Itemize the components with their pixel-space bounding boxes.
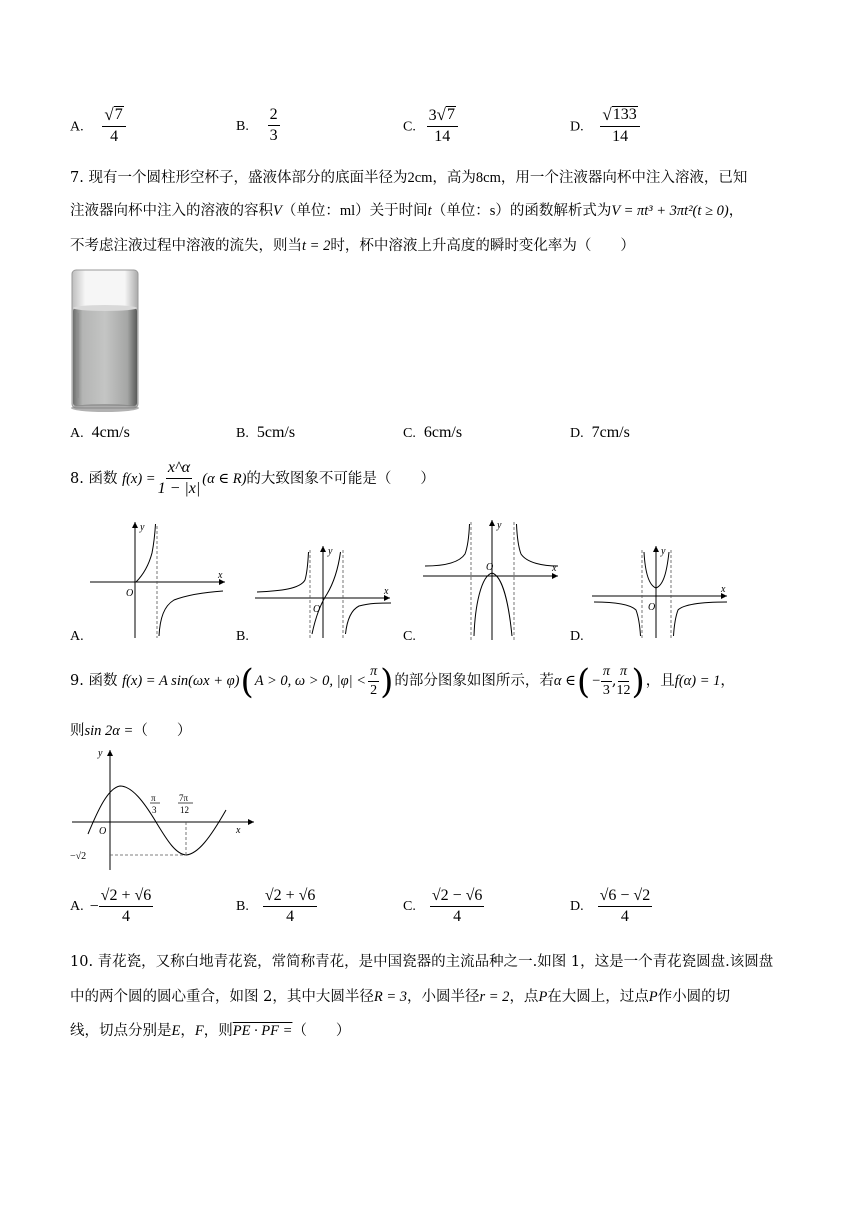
q9-option-d[interactable]: D. $\frac{√6 - √2}{4}$ bbox=[570, 887, 651, 926]
q7-option-c[interactable]: C. 6cm/s bbox=[403, 424, 463, 441]
svg-text:O: O bbox=[648, 602, 656, 613]
svg-text:π: π bbox=[151, 793, 156, 803]
fraction: $\frac{\pi}{12}$ bbox=[616, 664, 631, 699]
svg-text:x: x bbox=[236, 825, 241, 836]
svg-text:y: y bbox=[98, 748, 103, 759]
formula: V = πt³ + 3πt²(t ≥ 0) bbox=[611, 203, 729, 219]
svg-text:O: O bbox=[486, 562, 494, 573]
glass-image bbox=[68, 268, 142, 414]
q8-graph-d[interactable] bbox=[592, 540, 732, 640]
q10-line-3: 线，切点分别是E，F，则PE · PF =（ ） bbox=[70, 1023, 351, 1039]
q8-graph-b[interactable] bbox=[255, 540, 395, 640]
q6-option-b[interactable] bbox=[236, 106, 280, 146]
svg-text:O: O bbox=[99, 826, 107, 837]
fraction: $\frac{√2 + √6}{4}$ bbox=[100, 887, 152, 926]
q7-line-3: 不考虑注液过程中溶液的流失，则当t = 2时，杯中溶液上升高度的瞬时变化率为（ ） bbox=[70, 238, 635, 254]
sqrt: √ 7 bbox=[104, 105, 123, 124]
fraction: √ 133 14 bbox=[600, 106, 639, 147]
q8-option-c-label: C. bbox=[403, 629, 416, 644]
svg-text:y: y bbox=[661, 546, 666, 557]
svg-text:y: y bbox=[140, 522, 145, 533]
q8-graph-c[interactable] bbox=[423, 516, 563, 642]
q6-option-a[interactable] bbox=[70, 106, 126, 147]
svg-text:x: x bbox=[552, 563, 557, 574]
question-number: 7. bbox=[70, 170, 84, 186]
q8-option-a-label: A. bbox=[70, 629, 84, 644]
fraction: $\frac{\pi}{2}$ bbox=[370, 664, 378, 699]
q7-option-a[interactable]: A. 4cm/s bbox=[70, 424, 130, 441]
q8-option-b-label: B. bbox=[236, 629, 249, 644]
q7-option-d[interactable]: D. 7cm/s bbox=[570, 424, 630, 441]
fraction: $\frac{\pi}{3}$ bbox=[602, 664, 610, 699]
q8-stem: 8. 函数 f(x) = $\frac{x\^{}\alpha}{1 - |x|}$ (α ∈ R) 的大致图象不可能是（ ） bbox=[70, 459, 435, 498]
question-number: 10. bbox=[70, 954, 94, 970]
question-number: 8. bbox=[70, 470, 84, 487]
svg-text:7π: 7π bbox=[179, 793, 189, 803]
fraction: 3 √ 7 14 bbox=[427, 106, 458, 147]
q9-option-b[interactable]: B. $\frac{√2 + √6}{4}$ bbox=[236, 887, 316, 926]
svg-text:12: 12 bbox=[180, 805, 189, 815]
svg-text:y: y bbox=[328, 546, 333, 557]
fraction: $\frac{x\^{}\alpha}{1 - |x|}$ bbox=[157, 459, 201, 498]
sqrt: √ 133 bbox=[602, 105, 637, 124]
q9-stem: 9. 函数 f(x) = A sin(ωx + φ) ( A > 0, ω > 0, |φ| < $\frac{\pi}{2}$ ) 的部分图象如图所示，若 α ∈ ( − $\frac{\pi}{3}$ , $\frac{\pi}{12}$ ) ，且 f(α) = 1 ， bbox=[70, 661, 735, 702]
fraction: $\frac{√2 + √6}{4}$ bbox=[264, 887, 316, 926]
option-label: D. bbox=[570, 119, 584, 135]
q8-option-d-label: D. bbox=[570, 629, 584, 644]
sqrt: √ 7 bbox=[436, 105, 455, 124]
q9-sine-graph bbox=[68, 746, 258, 872]
svg-text:3: 3 bbox=[152, 805, 157, 815]
option-label: A. bbox=[70, 119, 84, 135]
svg-text:x: x bbox=[384, 586, 389, 597]
svg-text:y: y bbox=[497, 520, 502, 531]
option-label: B. bbox=[236, 118, 249, 134]
q7-line-2: 注液器向杯中注入的溶液的容积V（单位：ml）关于时间t（单位：s）的函数解析式为V = πt³ + 3πt²(t ≥ 0)， bbox=[70, 203, 744, 219]
fraction: √ 7 4 bbox=[102, 106, 125, 147]
svg-text:x: x bbox=[218, 570, 223, 581]
q9-option-a[interactable]: A. − $\frac{√2 + √6}{4}$ bbox=[70, 887, 152, 926]
svg-text:x: x bbox=[721, 584, 726, 595]
question-number: 9. bbox=[70, 673, 84, 690]
q9-option-c[interactable]: C. $\frac{√2 - √6}{4}$ bbox=[403, 887, 483, 926]
q7-line-1: 7. 现有一个圆柱形空杯子，盛液体部分的底面半径为2cm，高为8cm，用一个注液器向杯中注入溶液，已知 bbox=[70, 170, 748, 186]
q7-option-b[interactable]: B. 5cm/s bbox=[236, 424, 296, 441]
svg-text:O: O bbox=[126, 588, 134, 599]
svg-text:O: O bbox=[313, 604, 321, 615]
q9-line-2: 则sin 2α =（ ） bbox=[70, 723, 192, 739]
q8-graph-a[interactable] bbox=[90, 518, 230, 642]
svg-text:−√2: −√2 bbox=[70, 851, 87, 862]
fraction: $\frac{√6 - √2}{4}$ bbox=[599, 887, 651, 926]
q10-line-2: 中的两个圆的圆心重合，如图 2，其中大圆半径R = 3，小圆半径r = 2，点P在大圆上，过点P作小圆的切 bbox=[70, 989, 731, 1005]
fraction: $\frac{2}{3}$ bbox=[269, 106, 278, 145]
q6-option-c[interactable] bbox=[403, 106, 458, 147]
option-label: C. bbox=[403, 119, 416, 135]
q6-option-d[interactable] bbox=[570, 106, 640, 147]
fraction: $\frac{√2 - √6}{4}$ bbox=[431, 887, 483, 926]
q10-line-1: 10. 青花瓷，又称白地青花瓷，常简称青花，是中国瓷器的主流品种之一.如图 1，这是一个青花瓷圆盘.该圆盘 bbox=[70, 954, 774, 970]
